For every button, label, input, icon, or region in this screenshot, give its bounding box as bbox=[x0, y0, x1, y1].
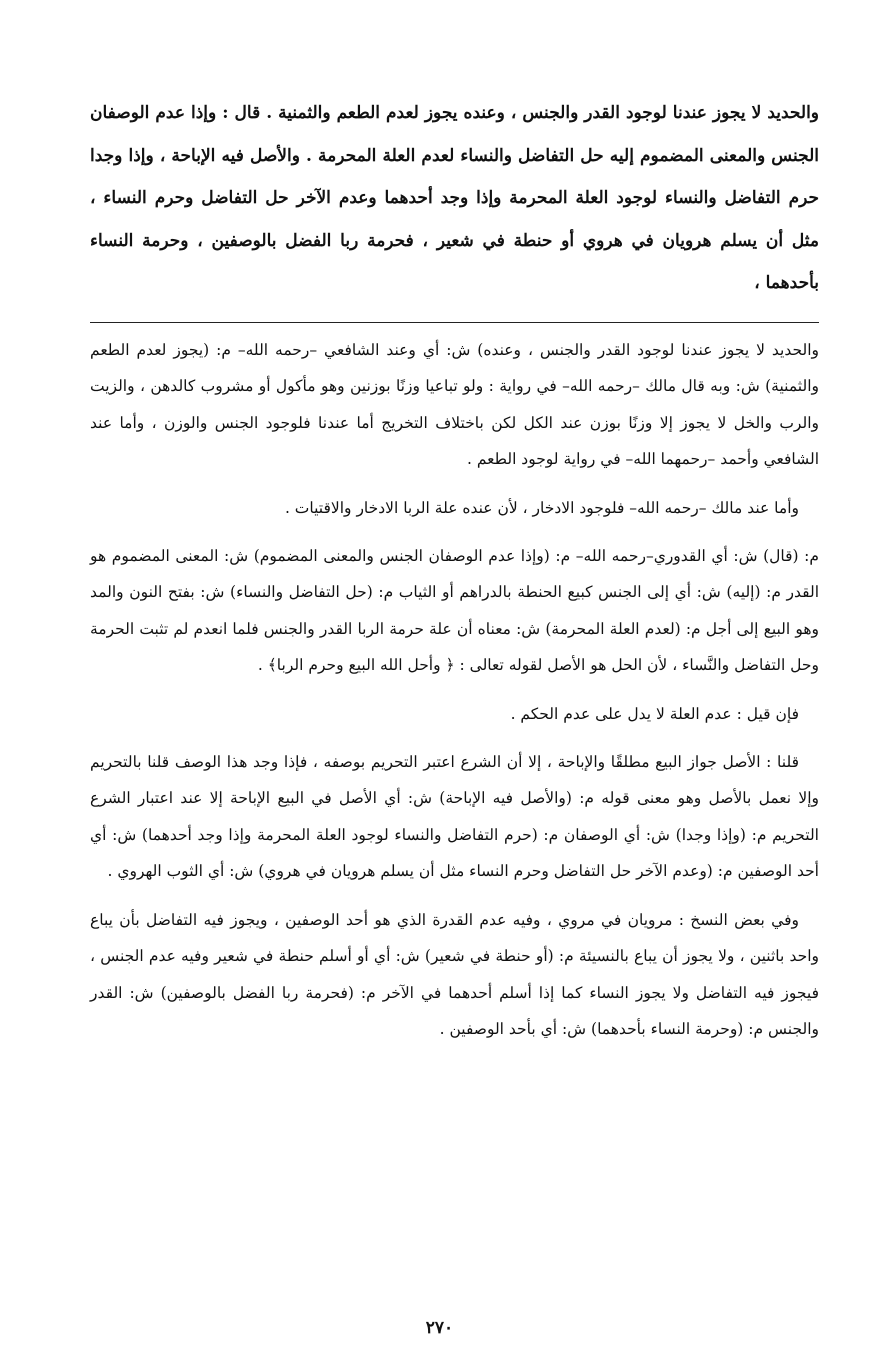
sharh-paragraph-2: وأما عند مالك –رحمه الله– فلوجود الادخار ، لأن عنده علة الربا الادخار والاقتيات . bbox=[284, 498, 799, 517]
matn-text: والحديد لا يجوز عندنا لوجود القدر والجنس ، وعنده يجوز لعدم الطعم والثمنية . قال : وإذا عدم الوصفان الجنس والمعنى المضموم إليه حل التفاضل والنساء لعدم العلة المحرمة . والأصل فيه الإباحة ، وإذا وجدا حرم التفاضل والنساء لوجود العلة المحرمة وإذا وجد أحدهما وعدم الآخر حل التفاضل وحرم النساء ، مثل أن يسلم هرويان في هروي أو حنطة في شعير ، فحرمة ربا الفضل بالوصفين ، وحرمة النساء بأحدهما ، bbox=[90, 103, 819, 293]
sharh-paragraph-5: قلنا : الأصل جواز البيع مطلقًا والإباحة ، إلا أن الشرع اعتبر التحريم بوصفه ، فإذا وجد هذا الوصف قلنا بالتحريم وإلا نعمل بالأصل وهو معنى قوله م: (والأصل فيه الإباحة) ش: أي الأصل في البيع الإباحة إلا عند اعتبار الشرع التحريم م: (وإذا وجدا) ش: أي الوصفان م: (حرم التفاضل والنساء لوجود العلة المحرمة وإذا وجد أحدهما) ش: أي أحد الوصفين م: (وعدم الآخر حل التفاضل وحرم النساء مثل أن يسلم هرويان في هروي) ش: أي الثوب الهروي . bbox=[90, 753, 819, 881]
sharh-paragraph-3: م: (قال) ش: أي القدوري–رحمه الله– م: (وإذا عدم الوصفان الجنس والمعنى المضموم) ش: المعنى المضموم هو القدر م: (إليه) ش: أي إلى الجنس كبيع الحنطة بالدراهم أو الثياب م: (حل التفاضل والنساء) ش: بفتح النون والمد وهو البيع إلى أجل م: (لعدم العلة المحرمة) ش: معناه أن علة حرمة الربا القدر والجنس فلما انعدم لم تثبت الحرمة وحل التفاضل والنَّساء ، لأن الحل هو الأصل لقوله تعالى : ﴿ وأحل الله البيع وحرم الربا﴾ . bbox=[90, 547, 819, 675]
sharh-paragraph-6: وفي بعض النسخ : مرويان في مروي ، وفيه عدم القدرة الذي هو أحد الوصفين ، ويجوز فيه التفاضل بأن يباع واحد باثنين ، ولا يجوز أن يباع بالنسيئة م: (أو حنطة في شعير) ش: أي أو أسلم حنطة في شعير وفيه عدم الجنس ، فيجوز فيه التفاضل ولا يجوز النساء كما إذا أسلم أحدهما في الآخر م: (فحرمة ربا الفضل بالوصفين) ش: القدر والجنس م: (وحرمة النساء بأحدهما) ش: أي بأحد الوصفين . bbox=[90, 910, 819, 1038]
separator-line bbox=[90, 322, 819, 323]
sharh-paragraph-4: فإن قيل : عدم العلة لا يدل على عدم الحكم . bbox=[510, 704, 799, 723]
sharh-paragraph-1: والحديد لا يجوز عندنا لوجود القدر والجنس ، وعنده) ش: أي وعند الشافعي –رحمه الله– م: (يجوز لعدم الطعم والثمنية) ش: وبه قال مالك –رحمه الله– في رواية : ولو تباعيا وزنًا بوزنين وهو مأكول أو مشروب كالدهن ، والزيت والرب والخل لا يجوز إلا وزنًا بوزن عند الكل لكن باختلاف التخريج أما عندنا فلوجود الجنس والوزن ، وأما عند الشافعي وأحمد –رحمهما الله– في رواية لوجود الطعم . bbox=[90, 341, 819, 469]
page-number: ٢٧٠ bbox=[425, 1318, 454, 1338]
sharh-commentary bbox=[90, 332, 819, 1059]
